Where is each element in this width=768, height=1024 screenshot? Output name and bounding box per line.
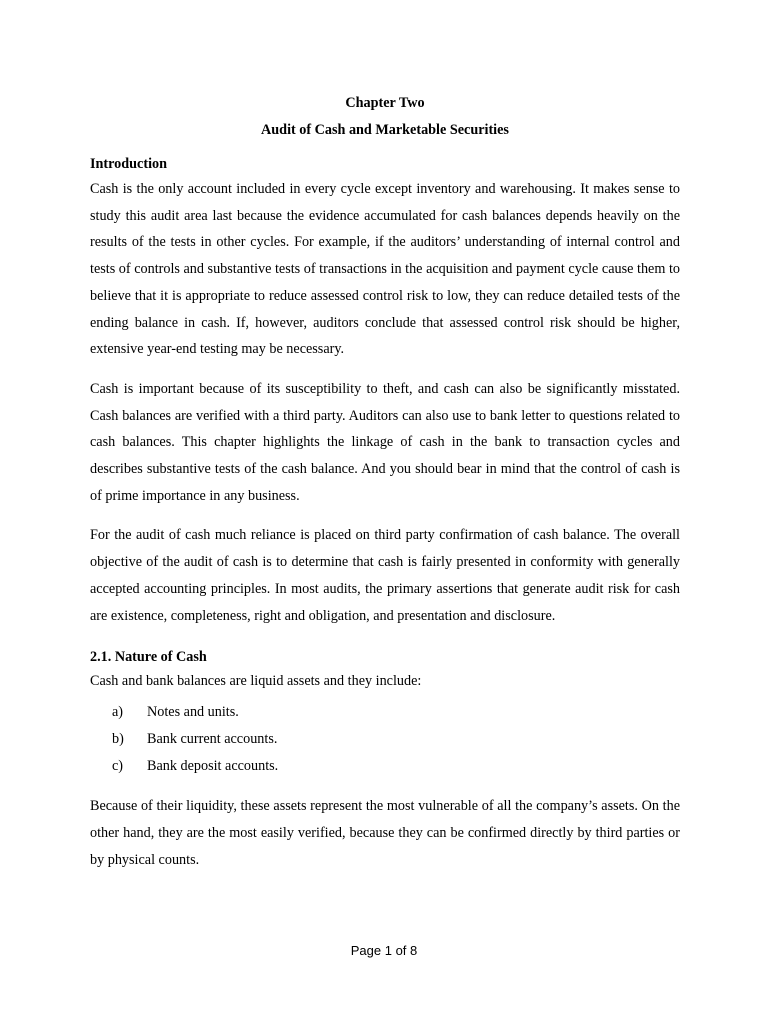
- closing-paragraph: Because of their liquidity, these assets represent the most vulnerable of all the company’s assets. On the other hand, they are the most easily verified, because they can be confirmed directly by third parties or by physical counts.: [90, 798, 680, 868]
- asset-list: [90, 699, 680, 780]
- introduction-heading: Introduction: [90, 156, 167, 172]
- paragraph-3: For the audit of cash much reliance is placed on third party confirmation of cash balance. The overall objective of the audit of cash is to determine that cash is fairly presented in conformity with generally accepted accounting principles. In most audits, the primary assertions that generate audit risk for cash are existence, completeness, right and obligation, and presentation and disclosure.: [90, 527, 680, 624]
- section-lead: Cash and bank balances are liquid assets and they include:: [90, 673, 422, 690]
- page-body: [90, 90, 680, 873]
- chapter-label: Chapter Two: [345, 95, 425, 111]
- list-marker: a): [112, 704, 124, 721]
- paragraph-2: Cash is important because of its susceptibility to theft, and cash can also be significantly misstated. Cash balances are verified with a third party. Auditors can also use to bank letter to questions related to cash balances. This chapter highlights the linkage of cash in the bank to transaction cycles and describes substantive tests of the cash balance. And you should bear in mind that the control of cash is of prime importance in any business.: [90, 380, 680, 504]
- list-marker: c): [112, 758, 124, 775]
- list-item: [90, 699, 680, 726]
- page-number-footer: Page 1 of 8: [350, 943, 418, 958]
- paragraph-1: Cash is the only account included in every cycle except inventory and warehousing. It makes sense to study this audit area last because the evidence accumulated for cash balances depends heavily on the results of the tests in other cycles. For example, if the auditors’ understanding of internal control and tests of controls and substantive tests of transactions in the acquisition and payment cycle cause them to believe that it is appropriate to reduce assessed control risk to low, they can reduce detailed tests of the ending balance in cash. If, however, auditors conclude that assessed control risk should be higher, extensive year-end testing may be necessary.: [90, 181, 680, 358]
- list-item-text: Notes and units.: [147, 704, 239, 721]
- chapter-title: Audit of Cash and Marketable Securities: [261, 122, 509, 138]
- list-item: [90, 726, 680, 753]
- list-marker: b): [112, 731, 124, 748]
- list-item-text: Bank current accounts.: [147, 731, 278, 748]
- section-heading: 2.1. Nature of Cash: [90, 649, 207, 666]
- list-item: [90, 753, 680, 780]
- list-item-text: Bank deposit accounts.: [147, 758, 279, 775]
